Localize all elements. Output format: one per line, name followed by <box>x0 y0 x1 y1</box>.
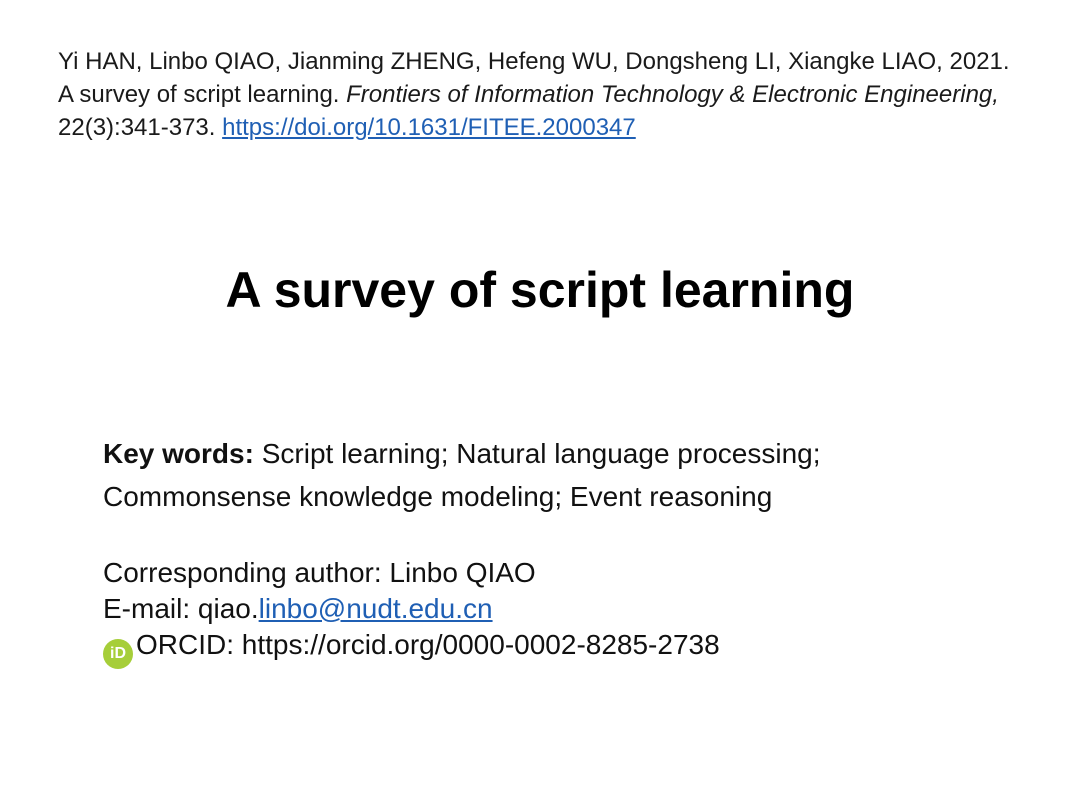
orcid-icon: iD <box>103 639 133 669</box>
citation-paper-title: A survey of script learning. <box>58 81 340 108</box>
page-title: A survey of script learning <box>225 262 855 318</box>
keywords-label: Key words: <box>103 438 254 469</box>
contact-section <box>103 555 1003 669</box>
keywords-section <box>103 432 1003 518</box>
keywords-line2: Commonsense knowledge modeling; Event reasoning <box>103 481 773 512</box>
email-line <box>103 591 1003 627</box>
orcid-line <box>103 627 1003 669</box>
keywords-line1: Script learning; Natural language processing; <box>261 438 821 469</box>
email-link[interactable]: linbo@nudt.edu.cn <box>258 593 493 624</box>
citation-authors: Yi HAN, Linbo QIAO, Jianming ZHENG, Hefeng WU, Dongsheng LI, Xiangke LIAO, 2021. <box>58 48 1010 75</box>
citation <box>58 45 1048 144</box>
doi-link[interactable]: https://doi.org/10.1631/FITEE.2000347 <box>222 114 636 141</box>
citation-journal: Frontiers of Information Technology & Electronic Engineering, <box>346 81 999 108</box>
orcid-text[interactable]: ORCID: https://orcid.org/0000-0002-8285-2738 <box>136 629 720 660</box>
citation-volume-pages: 22(3):341-373. <box>58 114 216 141</box>
corresponding-author: Corresponding author: Linbo QIAO <box>103 557 536 588</box>
email-prefix: E-mail: qiao. <box>103 593 259 624</box>
